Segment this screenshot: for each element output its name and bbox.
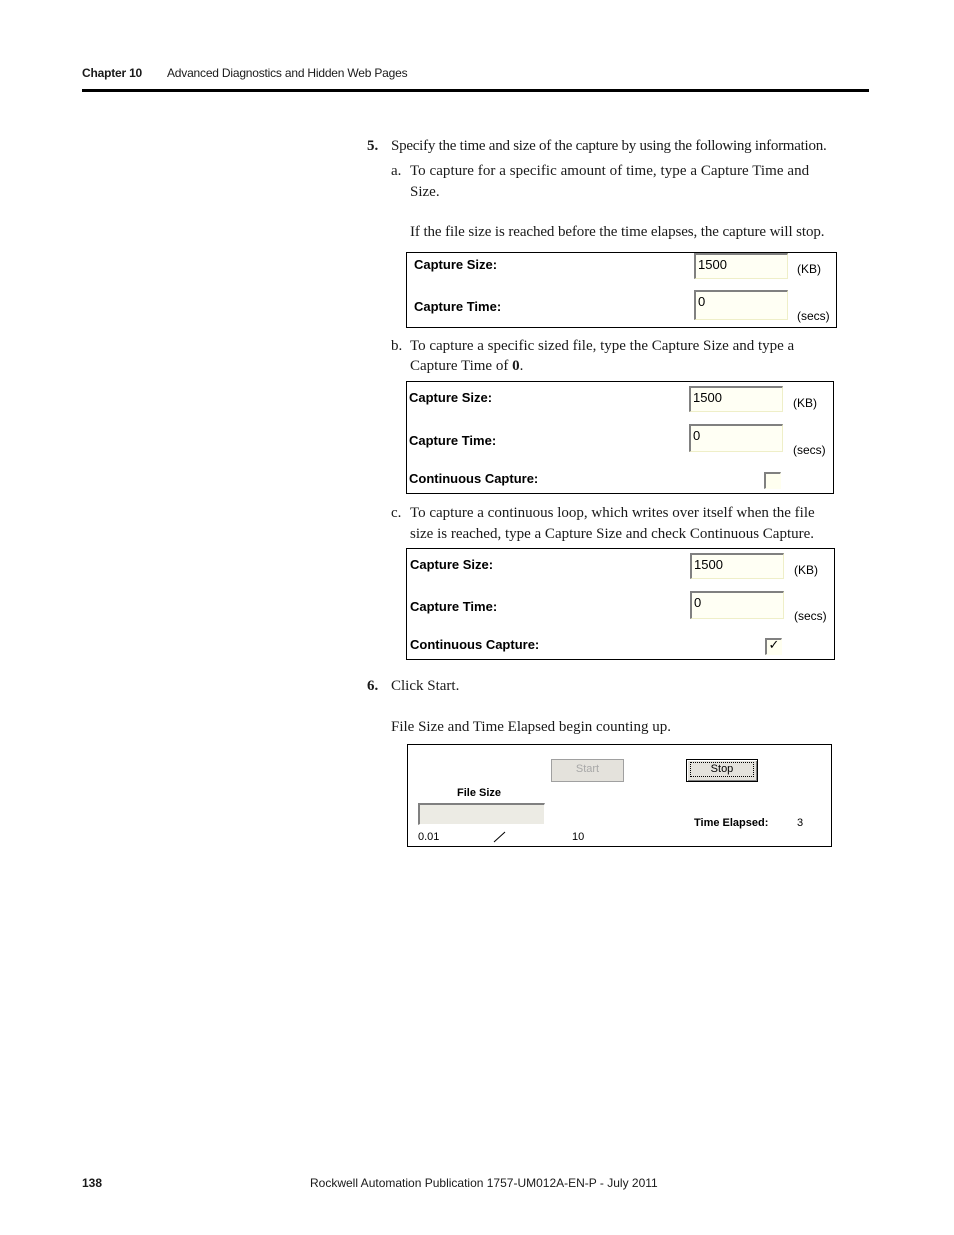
time-elapsed-value: 3 [797, 817, 804, 829]
substep-c-line2: size is reached, type a Capture Size and check Continuous Capture. [410, 526, 815, 542]
time-elapsed-label: Time Elapsed: [694, 817, 769, 829]
substep-c-marker: c. [391, 505, 402, 521]
step-5-text: Specify the time and size of the capture by using the following information. [391, 138, 827, 154]
capture-size-unit: (KB) [797, 262, 821, 276]
capture-time-unit: (secs) [793, 443, 826, 457]
capture-time-unit: (secs) [794, 609, 827, 623]
substep-b-marker: b. [391, 338, 403, 354]
stop-button[interactable] [686, 759, 758, 782]
step-5-number: 5. [367, 138, 379, 154]
capture-size-unit: (KB) [794, 563, 818, 577]
capture-size-label: Capture Size: [414, 257, 498, 272]
capture-settings-panel-b [406, 381, 834, 494]
step-6-number: 6. [367, 678, 379, 694]
capture-size-unit: (KB) [793, 396, 817, 410]
substep-b-line1: To capture a specific sized file, type the Capture Size and type a [410, 338, 795, 354]
step-6-text: Click Start. [391, 678, 460, 694]
substep-b-zero: 0 [512, 358, 520, 374]
substep-b-line2 [410, 356, 523, 377]
substep-a-note: If the file size is reached before the time elapses, the capture will stop. [410, 224, 825, 240]
capture-size-label: Capture Size: [410, 557, 494, 572]
capture-control-panel [407, 744, 832, 847]
continuous-capture-checkbox[interactable] [765, 638, 782, 655]
stop-button-label: Stop [690, 762, 755, 777]
capture-size-label: Capture Size: [409, 390, 493, 405]
capture-size-input[interactable]: 1500 [690, 553, 784, 579]
capture-time-label: Capture Time: [409, 433, 497, 448]
page-number: 138 [82, 1176, 103, 1190]
step-6-note: File Size and Time Elapsed begin counting up. [391, 719, 671, 735]
capture-time-label: Capture Time: [410, 599, 498, 614]
publication-info: Rockwell Automation Publication 1757-UM012A-EN-P - July 2011 [310, 1176, 658, 1190]
capture-time-input[interactable]: 0 [690, 591, 784, 619]
substep-a-line1: To capture for a specific amount of time, type a Capture Time and [410, 163, 810, 179]
substep-a-line2: Size. [410, 184, 440, 200]
continuous-capture-checkbox[interactable] [764, 472, 781, 489]
file-size-label: File Size [457, 787, 502, 799]
continuous-capture-label: Continuous Capture: [410, 637, 540, 652]
file-size-progress-bar [418, 803, 545, 825]
substep-c-line1: To capture a continuous loop, which writes over itself when the file [410, 505, 815, 521]
capture-time-unit: (secs) [797, 309, 830, 323]
capture-settings-panel-a [406, 252, 837, 328]
chapter-label: Chapter 10 [82, 66, 143, 80]
substep-b-period: . [519, 358, 524, 374]
chapter-title: Advanced Diagnostics and Hidden Web Pages [167, 66, 408, 80]
capture-size-input[interactable]: 1500 [689, 386, 783, 412]
checkmark-icon: ✓ [768, 638, 780, 653]
substep-a-marker: a. [391, 163, 402, 179]
file-size-scale-min: 0.01 [418, 831, 440, 843]
substep-b-line2-prefix: Capture Time of [410, 358, 513, 374]
capture-size-input[interactable]: 1500 [694, 253, 788, 279]
file-size-scale-max: 10 [572, 831, 585, 843]
continuous-capture-label: Continuous Capture: [409, 471, 539, 486]
header-rule [82, 89, 869, 92]
scale-slash-icon [493, 831, 507, 843]
capture-time-input[interactable]: 0 [694, 290, 788, 320]
capture-settings-panel-c [406, 548, 835, 660]
capture-time-label: Capture Time: [414, 299, 502, 314]
start-button[interactable]: Start [551, 759, 624, 782]
capture-time-input[interactable]: 0 [689, 424, 783, 452]
